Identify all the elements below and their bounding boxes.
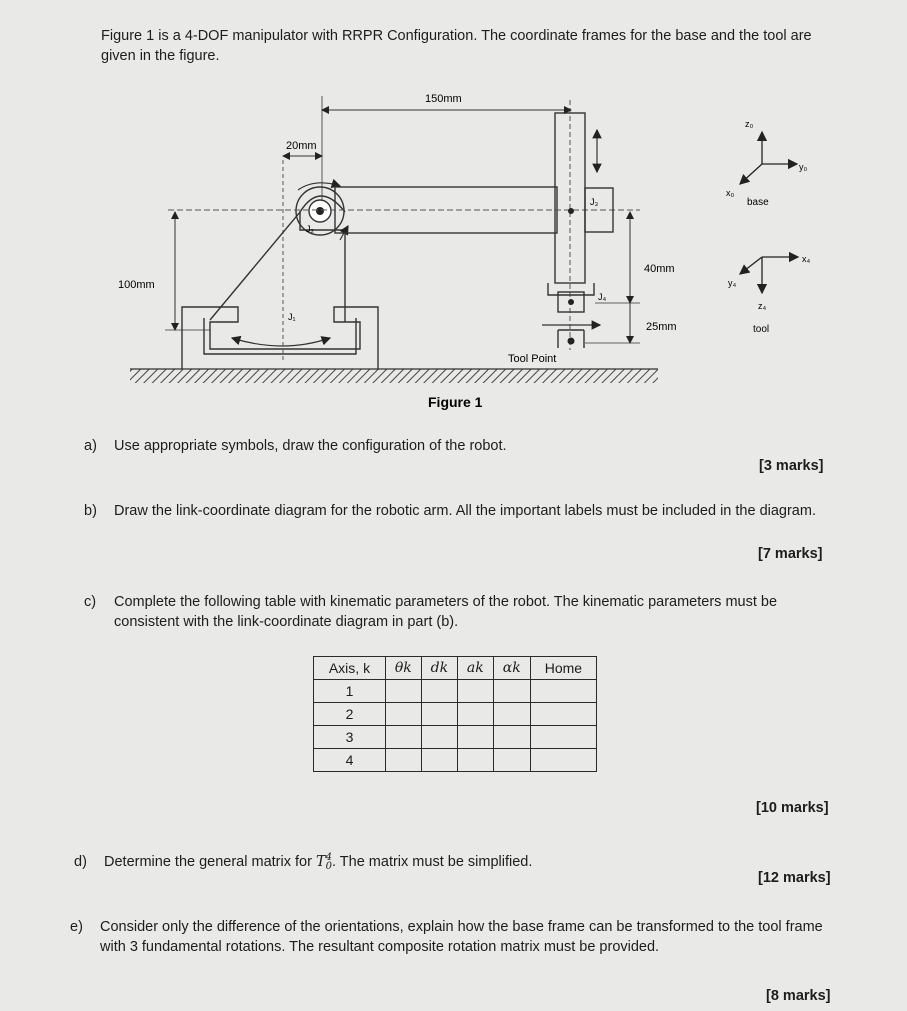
question-c bbox=[84, 592, 834, 632]
header-d: dk bbox=[421, 657, 457, 680]
a-cell[interactable] bbox=[458, 749, 494, 772]
tool-z-label: z₄ bbox=[758, 301, 767, 311]
tool-point-label: Tool Point bbox=[508, 353, 557, 365]
tool-y-label: y₄ bbox=[728, 278, 737, 288]
axis-cell: 3 bbox=[314, 726, 386, 749]
axis-cell: 1 bbox=[314, 680, 386, 703]
j1-label: J₁ bbox=[288, 312, 296, 322]
question-e-letter: e) bbox=[70, 919, 83, 935]
alpha-cell[interactable] bbox=[493, 726, 530, 749]
j4-wrist bbox=[548, 283, 594, 295]
base-frame-label: base bbox=[747, 197, 769, 208]
tool-frame bbox=[728, 254, 811, 335]
dim-20-label: 20mm bbox=[286, 140, 317, 152]
j4-dot bbox=[568, 299, 574, 305]
column-body bbox=[210, 212, 345, 322]
j3-housing bbox=[585, 188, 613, 232]
tool-point-dot bbox=[568, 338, 575, 345]
j1-rotation-arrow bbox=[232, 338, 330, 346]
question-c-letter: c) bbox=[84, 594, 97, 610]
question-d-text-before: Determine the general matrix for bbox=[104, 854, 316, 870]
base-frame bbox=[726, 119, 808, 208]
tool-x-label: x₄ bbox=[802, 254, 811, 264]
header-alpha: αk bbox=[493, 657, 530, 680]
home-cell[interactable] bbox=[530, 749, 596, 772]
d-cell[interactable] bbox=[421, 680, 457, 703]
question-e-text: Consider only the difference of the orientations, explain how the base frame can be transformed to the tool frame with 3 fundamental rotations. The resultant composite rotation matrix must be provided. bbox=[100, 919, 823, 955]
robot-figure bbox=[0, 0, 907, 420]
axis-cell: 2 bbox=[314, 703, 386, 726]
a-cell[interactable] bbox=[458, 726, 494, 749]
j4-label: J₄ bbox=[598, 292, 607, 302]
j3-label: J₃ bbox=[590, 197, 599, 207]
theta-cell[interactable] bbox=[385, 726, 421, 749]
table-row bbox=[314, 680, 597, 703]
home-cell[interactable] bbox=[530, 726, 596, 749]
question-b-text: Draw the link-coordinate diagram for the robotic arm. All the important labels must be included in the diagram. bbox=[114, 503, 816, 519]
theta-cell[interactable] bbox=[385, 749, 421, 772]
question-a-text: Use appropriate symbols, draw the configuration of the robot. bbox=[114, 438, 507, 454]
ground-hatch bbox=[130, 369, 658, 383]
header-a: ak bbox=[458, 657, 494, 680]
matrix-sup: 4 bbox=[325, 852, 332, 864]
home-cell[interactable] bbox=[530, 703, 596, 726]
kinematic-table bbox=[313, 656, 597, 772]
question-d bbox=[74, 852, 694, 872]
header-axis: Axis, k bbox=[314, 657, 386, 680]
question-e-marks: [8 marks] bbox=[766, 988, 831, 1004]
d-cell[interactable] bbox=[421, 703, 457, 726]
theta-cell[interactable] bbox=[385, 680, 421, 703]
alpha-cell[interactable] bbox=[493, 749, 530, 772]
base-z-label: z₀ bbox=[745, 119, 754, 129]
question-b-marks: [7 marks] bbox=[758, 546, 823, 562]
axis-cell: 4 bbox=[314, 749, 386, 772]
base-x-label: x₀ bbox=[726, 188, 735, 198]
header-home: Home bbox=[530, 657, 596, 680]
d-cell[interactable] bbox=[421, 726, 457, 749]
intro-text: Figure 1 is a 4-DOF manipulator with RRPR Configuration. The coordinate frames for the base and the tool are given in the figure. bbox=[101, 28, 812, 64]
question-a-marks: [3 marks] bbox=[759, 458, 824, 474]
tool-y-axis bbox=[740, 257, 762, 274]
j2-center-dot bbox=[316, 207, 324, 215]
question-c-text: Complete the following table with kinematic parameters of the robot. The kinematic parameters must be consistent with the link-coordinate diagram in part (b). bbox=[114, 594, 778, 630]
question-c-marks: [10 marks] bbox=[756, 800, 829, 816]
j2-label: J₂ bbox=[306, 224, 314, 234]
table-row bbox=[314, 703, 597, 726]
table-row bbox=[314, 749, 597, 772]
dim-40-label: 40mm bbox=[644, 263, 675, 275]
d-cell[interactable] bbox=[421, 749, 457, 772]
dim-150-label: 150mm bbox=[425, 93, 462, 105]
alpha-cell[interactable] bbox=[493, 703, 530, 726]
base-x-axis bbox=[740, 164, 762, 184]
theta-cell[interactable] bbox=[385, 703, 421, 726]
base-y-label: y₀ bbox=[799, 162, 808, 172]
header-theta: θk bbox=[385, 657, 421, 680]
tool-frame-label: tool bbox=[753, 324, 770, 335]
question-a bbox=[84, 436, 644, 456]
question-e bbox=[70, 917, 842, 957]
home-cell[interactable] bbox=[530, 680, 596, 703]
question-d-text-after: . The matrix must be simplified. bbox=[332, 854, 533, 870]
j3-dot bbox=[568, 208, 574, 214]
dim-25-label: 25mm bbox=[646, 321, 677, 333]
alpha-cell[interactable] bbox=[493, 680, 530, 703]
table-header-row bbox=[314, 657, 597, 680]
matrix-sub: 0 bbox=[325, 861, 332, 873]
question-d-letter: d) bbox=[74, 854, 87, 870]
question-b bbox=[84, 501, 832, 521]
matrix-symbol: T bbox=[315, 854, 326, 870]
figure-caption: Figure 1 bbox=[428, 394, 483, 410]
a-cell[interactable] bbox=[458, 680, 494, 703]
table-row bbox=[314, 726, 597, 749]
a-cell[interactable] bbox=[458, 703, 494, 726]
question-a-letter: a) bbox=[84, 438, 97, 454]
base-block bbox=[182, 307, 378, 369]
question-b-letter: b) bbox=[84, 503, 97, 519]
dim-100-label: 100mm bbox=[118, 279, 155, 291]
question-d-marks: [12 marks] bbox=[758, 870, 831, 886]
